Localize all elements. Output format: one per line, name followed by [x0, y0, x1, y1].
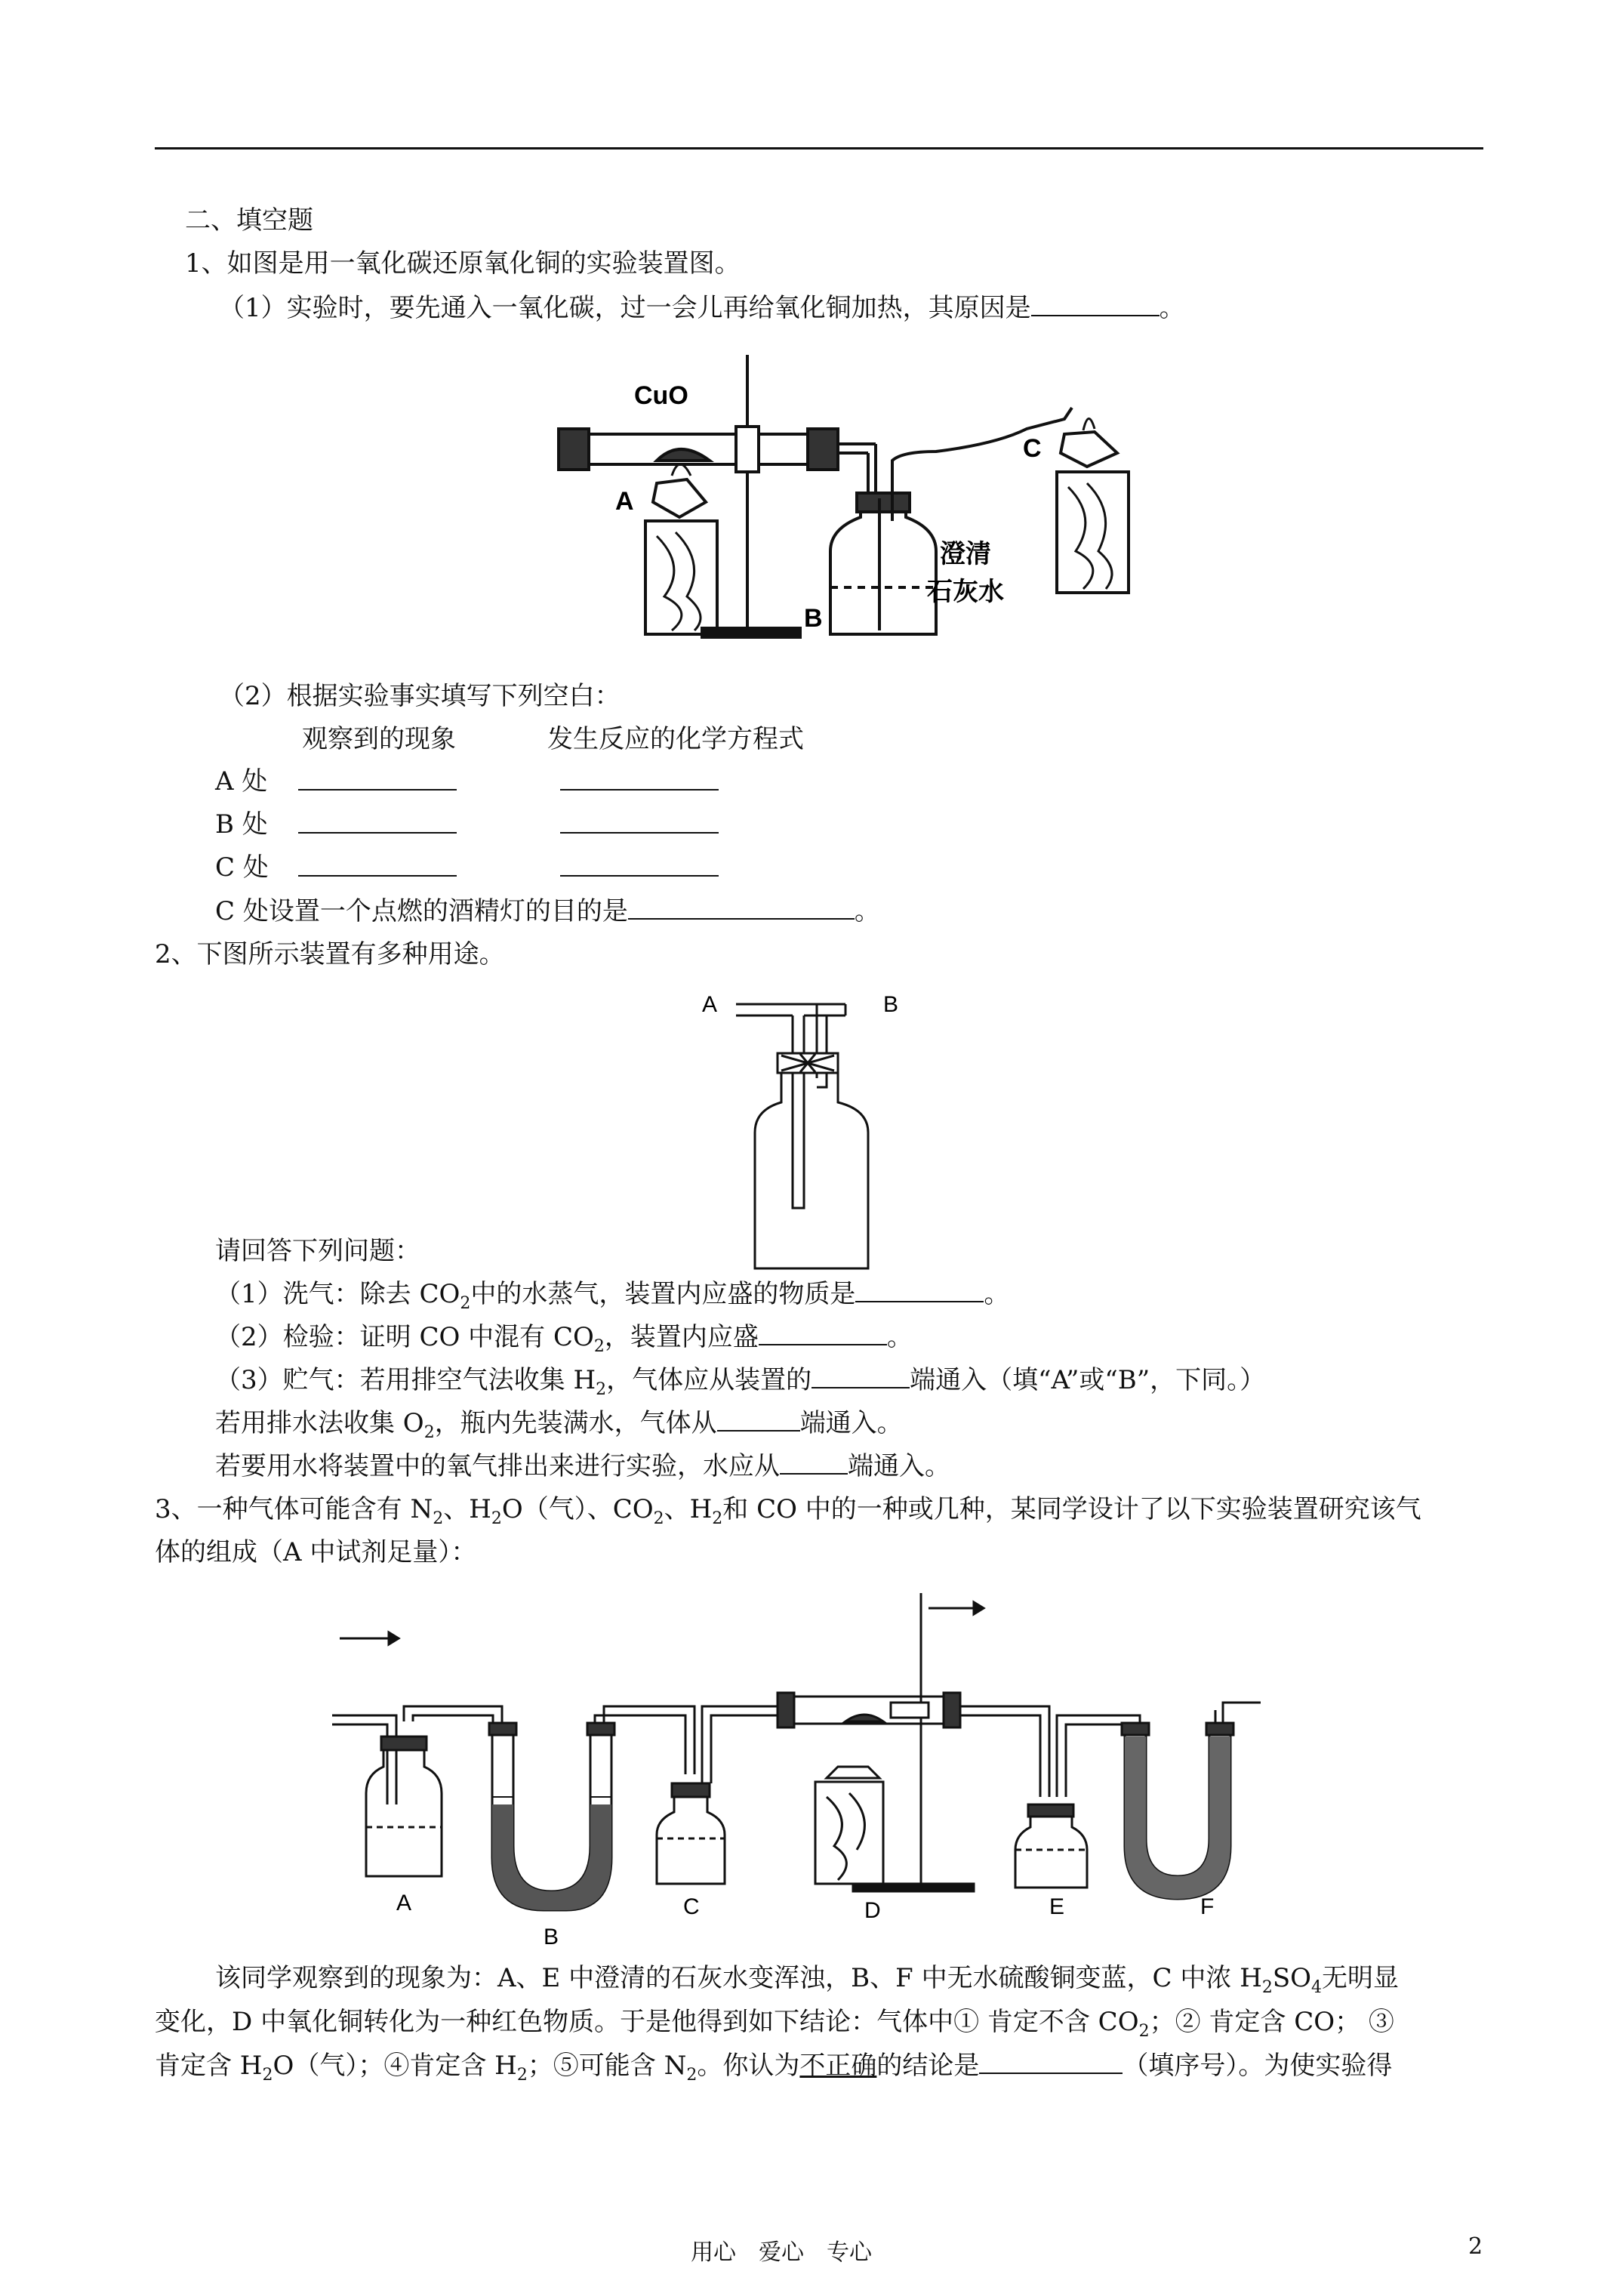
q3-l1-c: O（气）、CO [501, 1494, 654, 1524]
q2-intro: 请回答下列问题： [215, 1236, 420, 1266]
q3-obs1 [215, 1962, 1399, 2005]
q2-fig-b: B [883, 992, 899, 1017]
q3-obs3-a: 肯定含 H [155, 2051, 263, 2081]
page-number: 2 [1468, 2233, 1483, 2260]
q1-part1-text: （1）实验时，要先通入一氧化碳，过一会儿再给氧化铜加热，其原因是 [219, 293, 1031, 323]
gas-bottle-apparatus [694, 982, 921, 1284]
q3-l1-a: 3、一种气体可能含有 N [155, 1494, 433, 1524]
q3-obs2 [155, 2005, 1394, 2048]
q1-purpose-end: 。 [854, 896, 880, 926]
q2-part2 [215, 1321, 913, 1364]
q1-row-b-phenomenon-blank[interactable] [298, 809, 457, 834]
q2-p4-a: 若用排水法收集 O [215, 1408, 424, 1438]
q2-p5-a: 若要用水将装置中的氧气排出来进行实验，水应从 [215, 1451, 780, 1481]
q2-p3-b: ，气体应从装置的 [606, 1365, 812, 1395]
q3-l1-b: 、H [443, 1494, 491, 1524]
q2-p2-sub: 2 [593, 1336, 605, 1356]
q2-p1-a: （1）洗气：除去 CO [215, 1279, 460, 1309]
q3-obs1-sub1: 2 [1261, 1977, 1273, 1997]
header-rule [155, 147, 1483, 149]
q1-fig-limewater-1: 澄清 [940, 540, 991, 569]
q3-fig-c: C [683, 1894, 700, 1919]
q3-l1-sub2: 2 [491, 1509, 502, 1528]
q2-fig-a: A [702, 992, 718, 1017]
q1-part1-end: 。 [1159, 293, 1185, 323]
q1-purpose-text: C 处设置一个点燃的酒精灯的目的是 [215, 896, 628, 926]
q2-part1 [215, 1277, 1009, 1321]
q1-row-c: C 处 [215, 852, 269, 883]
q1-part1-blank[interactable] [1031, 292, 1160, 316]
q2-p1-end: 。 [984, 1279, 1010, 1309]
section-title: 二、填空题 [185, 205, 313, 236]
q3-obs3-d: 。你认为 [697, 2051, 800, 2081]
q3-fig-d: D [864, 1898, 881, 1923]
q3-fig-b: B [544, 1925, 559, 1949]
q1-row-a-phenomenon-blank[interactable] [298, 766, 457, 791]
q3-obs2-sub: 2 [1138, 2021, 1150, 2041]
q3-obs1-sub2: 4 [1311, 1977, 1323, 1997]
q3-obs3-underlined: 不正确 [799, 2051, 877, 2081]
q3-obs3 [155, 2049, 1392, 2092]
q1-row-c-equation-blank[interactable] [560, 852, 719, 877]
q3-obs2-b: ；② 肯定含 CO； ③ [1149, 2007, 1394, 2037]
q1-part1 [219, 291, 1185, 325]
q2-p1-b: 中的水蒸气，装置内应盛的物质是 [470, 1279, 856, 1309]
q2-p1-sub: 2 [460, 1293, 471, 1313]
q2-part3 [215, 1364, 1265, 1407]
q1-stem: 1、如图是用一氧化碳还原氧化铜的实验装置图。 [185, 248, 741, 279]
q2-p2-a: （2）检验：证明 CO 中混有 CO [215, 1322, 594, 1352]
q3-fig-e: E [1049, 1894, 1065, 1919]
q2-p4-sub: 2 [423, 1422, 435, 1442]
q2-part5-blank[interactable] [780, 1450, 848, 1475]
q1-col-phenomenon: 观察到的现象 [302, 724, 456, 754]
q3-obs3-f: 的结论是 [876, 2051, 980, 2081]
q2-stem: 2、下图所示装置有多种用途。 [155, 939, 505, 969]
q3-line1 [155, 1493, 1421, 1536]
q1-row-c-phenomenon-blank[interactable] [298, 852, 457, 877]
q3-line2: 体的组成（A 中试剂足量）： [155, 1537, 477, 1567]
q2-p2-b: ，装置内应盛 [604, 1322, 759, 1352]
q1-fig-c: C [1023, 434, 1042, 463]
q1-row-b-equation-blank[interactable] [560, 809, 719, 834]
q2-p4-b: ，瓶内先装满水，气体从 [434, 1408, 717, 1438]
q3-fig-a: A [396, 1891, 412, 1915]
q3-l1-sub4: 2 [712, 1509, 723, 1528]
gas-analysis-apparatus [325, 1586, 1344, 1949]
q1-col-equation: 发生反应的化学方程式 [547, 724, 804, 754]
q3-obs1-a: 该同学观察到的现象为：A、E 中澄清的石灰水变浑浊，B、F 中无水硫酸铜变蓝，C 中浓 H [215, 1963, 1262, 1993]
q3-conclusion-blank[interactable] [979, 2050, 1123, 2074]
q1-row-b: B 处 [215, 809, 268, 840]
q2-part2-blank[interactable] [759, 1321, 887, 1345]
q2-p2-end: 。 [886, 1322, 913, 1352]
q3-l1-sub3: 2 [653, 1509, 664, 1528]
q3-fig-f: F [1200, 1894, 1215, 1919]
q3-obs1-c: 无明显 [1322, 1963, 1400, 1993]
q1-part2: （2）根据实验事实填写下列空白： [219, 681, 621, 711]
q3-l1-d: 、H [664, 1494, 713, 1524]
q1-fig-a: A [615, 487, 634, 516]
q3-obs3-g: （填序号）。为使实验得 [1123, 2051, 1393, 2081]
q2-p3-a: （3）贮气：若用排空气法收集 H [215, 1365, 596, 1395]
q3-obs3-sub2: 2 [516, 2065, 528, 2085]
q2-part5 [215, 1450, 950, 1483]
q1-row-a: A 处 [215, 766, 268, 797]
q2-p4-c: 端通入。 [799, 1408, 903, 1438]
co-reduction-apparatus [544, 347, 1125, 649]
q3-obs3-c: ；⑤可能含 N [527, 2051, 687, 2081]
q2-part4-blank[interactable] [717, 1407, 800, 1432]
q3-obs3-sub1: 2 [262, 2065, 273, 2085]
q3-obs1-b: SO [1272, 1963, 1312, 1993]
q2-p3-sub: 2 [596, 1379, 607, 1399]
q2-part4 [215, 1407, 903, 1450]
q1-fig-cuo: CuO [634, 381, 688, 410]
q2-p5-b: 端通入。 [848, 1451, 950, 1481]
q1-purpose [215, 895, 880, 928]
q3-obs2-a: 变化，D 中氧化铜转化为一种红色物质。于是他得到如下结论：气体中① 肯定不含 CO [155, 2007, 1139, 2037]
q3-l1-e: 和 CO 中的一种或几种，某同学设计了以下实验装置研究该气 [722, 1494, 1421, 1524]
q1-fig-b: B [804, 604, 823, 633]
q1-purpose-blank[interactable] [628, 895, 855, 920]
q1-row-a-equation-blank[interactable] [560, 766, 719, 791]
q3-obs3-b: O（气）；④肯定含 H [273, 2051, 517, 2081]
q2-part3-blank[interactable] [812, 1364, 910, 1388]
q1-fig-limewater-2: 石灰水 [927, 578, 1004, 606]
q2-p3-c: 端通入（填“A”或“B”，下同。） [910, 1365, 1266, 1395]
q3-obs3-sub3: 2 [686, 2065, 698, 2085]
q2-part1-blank[interactable] [855, 1278, 984, 1302]
footer-motto: 用心 爱心 专心 [691, 2239, 872, 2266]
q3-l1-sub1: 2 [433, 1509, 444, 1528]
